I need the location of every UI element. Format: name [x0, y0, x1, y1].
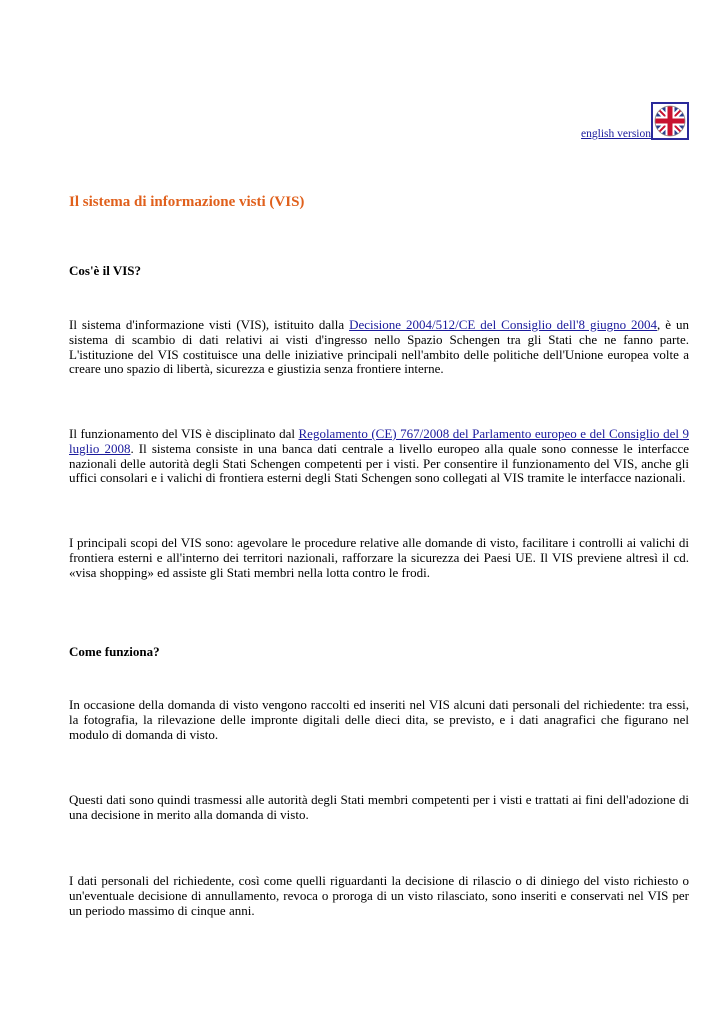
language-switch	[581, 102, 689, 140]
section-heading-what-is: Cos'è il VIS?	[69, 263, 141, 278]
text: . Il sistema consiste in una banca dati centrale a livello europeo alla quale sono connesse le interfacce nazionali delle autorità degli Stati Schengen competenti per i visti. Per consentire il funzionamento del VIS, anche gli uffici consolari e i valichi di frontiera esterni degli Stati Schengen sono collegati al VIS tramite le interfacce nazionali.	[69, 440, 689, 486]
paragraph-data-retention: I dati personali del richiedente, così come quelli riguardanti la decisione di rilascio o di diniego del visto richiesto o un'eventuale decisione di annullamento, revoca o proroga di un visto rilasciato, sono inseriti e conservati nel VIS per un periodo massimo di cinque anni.	[69, 873, 689, 918]
decision-link[interactable]: Decisione 2004/512/CE del Consiglio dell'8 giugno 2004	[349, 317, 658, 332]
paragraph-regulation	[69, 427, 689, 486]
paragraph-data-collected: In occasione della domanda di visto vengono raccolti ed inseriti nel VIS alcuni dati personali del richiedente: tra essi, la fotografia, la rilevazione delle impronte digitali delle dieci dita, se previsto, e i dati anagrafici che figurano nel modulo di domanda di visto.	[69, 697, 689, 742]
english-version-link[interactable]: english version	[581, 128, 651, 140]
paragraph-data-transmitted: Questi dati sono quindi trasmessi alle autorità degli Stati membri competenti per i visti e trattati ai fini dell'adozione di una decisione in merito alla domanda di visto.	[69, 792, 689, 822]
section-heading-how-it-works: Come funziona?	[69, 644, 160, 659]
text: Il sistema d'informazione visti (VIS), istituito dalla	[69, 317, 350, 332]
text: Il funzionamento del VIS è disciplinato dal	[69, 426, 299, 441]
page-title: Il sistema di informazione visti (VIS)	[69, 194, 305, 210]
uk-flag-icon[interactable]	[651, 102, 689, 140]
paragraph-purposes: I principali scopi del VIS sono: agevolare le procedure relative alle domande di visto, facilitare i controlli ai valichi di frontiera esterni e all'interno dei territori nazionali, rafforzare la sicurezza dei Paesi UE. Il VIS previene altresì il cd. «visa shopping» ed assiste gli Stati membri nella lotta contro le frodi.	[69, 535, 689, 580]
paragraph-intro	[69, 318, 689, 377]
regulation-link[interactable]: Regolamento (CE) 767/2008 del Parlamento europeo e del Consiglio del 9 luglio 2008	[69, 426, 689, 456]
text: , è un sistema di scambio di dati relativi ai visti d'ingresso nello Spazio Schengen tra gli Stati che ne fanno parte. L'istituzione del VIS costituisce una delle iniziative principali nell'ambito delle politiche dell'Unione europea volte a creare uno spazio di libertà, sicurezza e giustizia senza frontiere interne.	[69, 317, 689, 377]
